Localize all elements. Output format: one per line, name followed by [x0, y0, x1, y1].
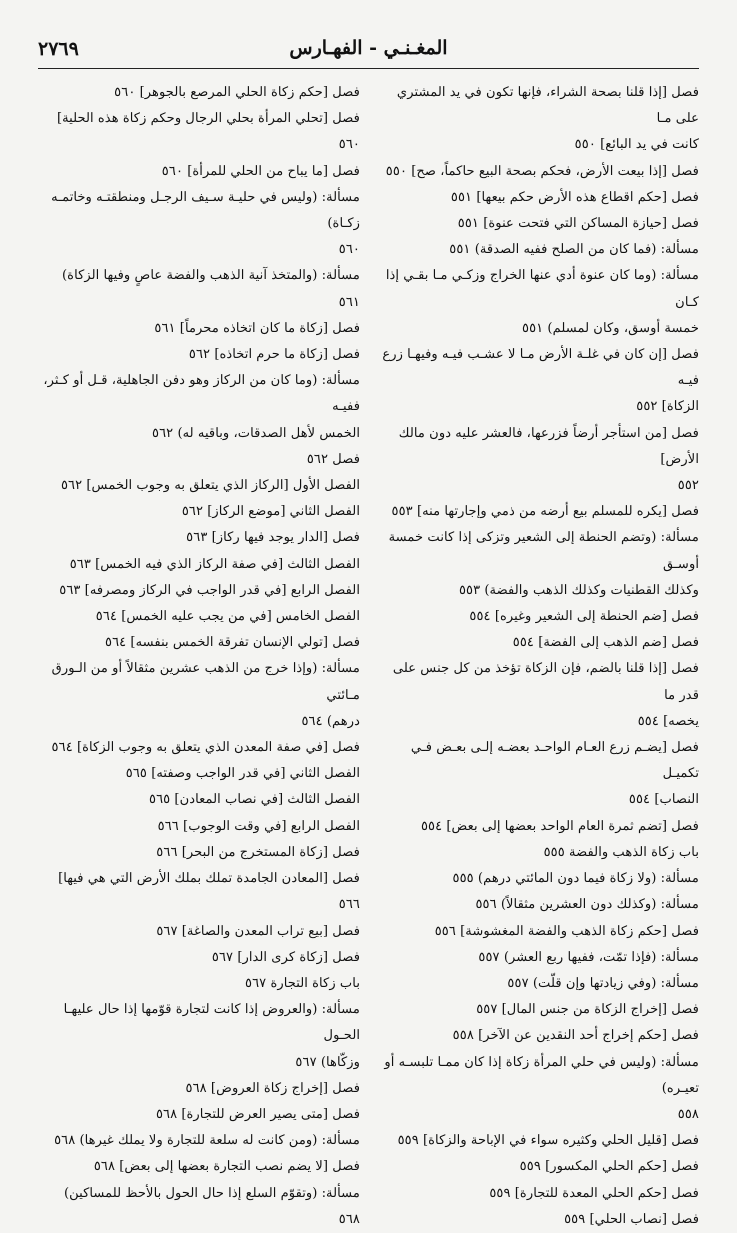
index-line: مسألة: (ولا زكاة فيما دون المائتي درهم) ٥٥٥ — [452, 871, 699, 887]
index-line: مسألة: (وكذلك دون العشرين مثقالاً) ٥٥٦ — [475, 897, 699, 913]
index-column-right — [379, 80, 699, 1233]
index-line: الزكاة] ٥٥٢ — [636, 399, 699, 415]
index-line: فصل [لا يضم نصب التجارة بعضها إلى بعض] ٥٦٨ — [93, 1159, 360, 1175]
index-line: مسألة: (وليس في حليـة سـيف الرجـل ومنطقتـه وخاتمـه زكـاة) — [51, 189, 360, 232]
index-line: فصل [إخراج الزكاة من جنس المال] ٥٥٧ — [476, 1002, 699, 1018]
index-line: مسألة: (وليس في حلي المرأة زكاة إذا كان ممـا تلبسـه أو تعيـره) — [384, 1054, 699, 1096]
index-line: فصل ٥٦٢ — [306, 451, 360, 467]
index-line: ٥٥٨ — [677, 1106, 699, 1122]
index-line: مسألة: (وفي زيادتها وإن قلّت) ٥٥٧ — [507, 975, 699, 991]
index-line: فصل [الدار يوجد فيها ركاز] ٥٦٣ — [186, 530, 360, 546]
index-line: الفصل الثاني [في قدر الواجب وصفته] ٥٦٥ — [125, 766, 360, 782]
index-line: الفصل الثالث [في صفة الركاز الذي فيه الخمس] ٥٦٣ — [69, 556, 360, 572]
page-header — [38, 34, 699, 69]
index-line: باب زكاة التجارة ٥٦٧ — [245, 975, 360, 991]
index-line: مسألة: (فإذا تمّت، ففيها ربع العشر) ٥٥٧ — [478, 949, 699, 965]
index-line: مسألة: (وتضم الحنطة إلى الشعير وتزكى إذا كانت خمسة أوسـق — [388, 530, 699, 572]
index-line: فصل [يكره للمسلم بيع أرضه من ذمي وإجارتها منه] ٥٥٣ — [391, 504, 699, 520]
index-line: فصل [ضم الحنطة إلى الشعير وغيره] ٥٥٤ — [469, 609, 699, 625]
index-line: مسألة: (وما كان عنوة أدي عنها الخراج وزكـي مـا بقـي إذا كـان — [385, 268, 699, 310]
index-line: فصل [نصاب الحلي] ٥٥٩ — [564, 1211, 699, 1227]
index-line: فصل [تولي الإنسان تفرقة الخمس بنفسه] ٥٦٤ — [104, 635, 360, 651]
index-line: يخصه] ٥٥٤ — [637, 713, 699, 729]
page-number: ٢٧٦٩ — [38, 38, 79, 60]
index-line: فصل [زكاة المستخرج من البحر] ٥٦٦ — [156, 844, 360, 860]
index-line: فصل [حكم إخراج أحد النقدين عن الآخر] ٥٥٨ — [452, 1028, 699, 1044]
index-line: الفصل الخامس [في من يجب عليه الخمس] ٥٦٤ — [95, 609, 360, 625]
index-line: فصل [زكاة ما حرم اتخاذه] ٥٦٢ — [188, 347, 360, 363]
index-line: فصل [زكاة كرى الدار] ٥٦٧ — [211, 949, 360, 965]
index-line: فصل [متى يصير العرض للتجارة] ٥٦٨ — [155, 1106, 360, 1122]
index-line: فصل [تحلي المرأة بحلي الرجال وحكم زكاة هذه الحلية] ٥٦٠ — [56, 111, 360, 153]
index-line: وزكّاها) ٥٦٧ — [295, 1054, 360, 1070]
index-line: الفصل الرابع [في قدر الواجب في الركاز ومصرفه] ٥٦٣ — [59, 582, 360, 598]
index-line: فصل [إخراج زكاة العروض] ٥٦٨ — [185, 1080, 360, 1096]
index-line: فصل [تضم ثمرة العام الواحد بعضها إلى بعض] ٥٥٤ — [420, 818, 699, 834]
index-line: فصل [إذا قلنا بالضم، فإن الزكاة تؤخذ من كل جنس على قدر ما — [392, 661, 699, 703]
index-line: فصل [حيازة المساكن التي فتحت عنوة] ٥٥١ — [457, 216, 699, 232]
index-line: فصل [إذا بيعت الأرض، فحكم بصحة البيع حاكماً، صح] ٥٥٠ — [385, 163, 699, 179]
index-line: فصل [حكم زكاة الذهب والفضة المغشوشة] ٥٥٦ — [434, 923, 699, 939]
index-line: فصل [زكاة ما كان اتخاذه محرماً] ٥٦١ — [154, 320, 360, 336]
index-line: مسألة: (وما كان من الركاز وهو دفن الجاهلية، قـل أو كـثر، ففيـه — [43, 373, 360, 415]
index-line: مسألة: (والعروض إذا كانت لتجارة قوّمها إذا حال عليهـا الحـول — [63, 1002, 360, 1044]
index-line: فصل [قليل الحلي وكثيره سواء في الإباحة والزكاة] ٥٥٩ — [397, 1133, 699, 1149]
index-line: الفصل الرابع [في وقت الوجوب] ٥٦٦ — [157, 818, 360, 834]
index-line: فصل [حكم الحلي المعدة للتجارة] ٥٥٩ — [489, 1185, 699, 1201]
index-line: فصل [ما يباح من الحلي للمرأة] ٥٦٠ — [161, 163, 360, 179]
index-line: خمسة أوسق، وكان لمسلم) ٥٥١ — [521, 320, 699, 336]
index-line: درهم) ٥٦٤ — [301, 713, 360, 729]
index-line: الفصل الأول [الركاز الذي يتعلق به وجوب الخمس] ٥٦٢ — [60, 478, 360, 494]
running-title: المغـنـي - الفهـارس — [289, 37, 448, 59]
index-line: الفصل الثالث [في نصاب المعادن] ٥٦٥ — [148, 792, 360, 808]
index-line: ٥٥٢ — [677, 478, 699, 494]
index-line: فصل [ضم الذهب إلى الفضة] ٥٥٤ — [512, 635, 699, 651]
index-line: فصل [في صفة المعدن الذي يتعلق به وجوب الزكاة] ٥٦٤ — [51, 740, 360, 756]
index-column-left — [40, 80, 360, 1233]
index-line: الفصل الثاني [موضع الركاز] ٥٦٢ — [181, 504, 360, 520]
index-line: فصل [حكم اقطاع هذه الأرض حكم بيعها] ٥٥١ — [450, 189, 699, 205]
index-line: ٥٦٠ — [338, 242, 360, 258]
index-line: مسألة: (ومن كانت له سلعة للتجارة ولا يملك غيرها) ٥٦٨ — [54, 1133, 360, 1149]
index-line: وكذلك القطنيات وكذلك الذهب والفضة) ٥٥٣ — [458, 582, 699, 598]
index-line: مسألة: (وتقوّم السلع إذا حال الحول بالأحظ للمساكين) ٥٦٨ — [63, 1185, 360, 1227]
index-line: فصل [من استأجر أرضاً فزرعها، فالعشر عليه دون مالك الأرض] — [398, 425, 699, 467]
index-line: النصاب] ٥٥٤ — [628, 792, 699, 808]
index-line: كانت في يد البائع] ٥٥٠ — [574, 137, 699, 153]
index-line: باب زكاة الذهب والفضة ٥٥٥ — [543, 844, 699, 860]
index-line: فصل [حكم الحلي المكسور] ٥٥٩ — [519, 1159, 699, 1175]
index-line: فصل [يضـم زرع العـام الواحـد بعضـه إلـى بعـض فـي تكميـل — [410, 740, 699, 782]
index-line: فصل [إن كان في غلـة الأرض مـا لا عشـب فيـه وفيهـا زرع فيـه — [382, 347, 699, 389]
index-line: الخمس لأهل الصدقات، وباقيه له) ٥٦٢ — [152, 425, 360, 441]
index-line: مسألة: (وإذا خرج من الذهب عشرين مثقالاً أو من الـورق مـائتي — [51, 661, 360, 703]
index-line: مسألة: (والمتخذ آنية الذهب والفضة عاصٍ وفيها الزكاة) ٥٦١ — [62, 268, 360, 310]
index-line: فصل [بيع تراب المعدن والصاغة] ٥٦٧ — [156, 923, 360, 939]
index-line: فصل [المعادن الجامدة تملك بملك الأرض التي هي فيها] ٥٦٦ — [58, 871, 360, 913]
index-line: فصل [إذا قلنا بصحة الشراء، فإنها تكون في يد المشتري على مـا — [396, 85, 699, 127]
index-line: مسألة: (فما كان من الصلح ففيه الصدقة) ٥٥١ — [449, 242, 699, 258]
index-line: فصل [حكم زكاة الحلي المرصع بالجوهر] ٥٦٠ — [114, 85, 360, 100]
